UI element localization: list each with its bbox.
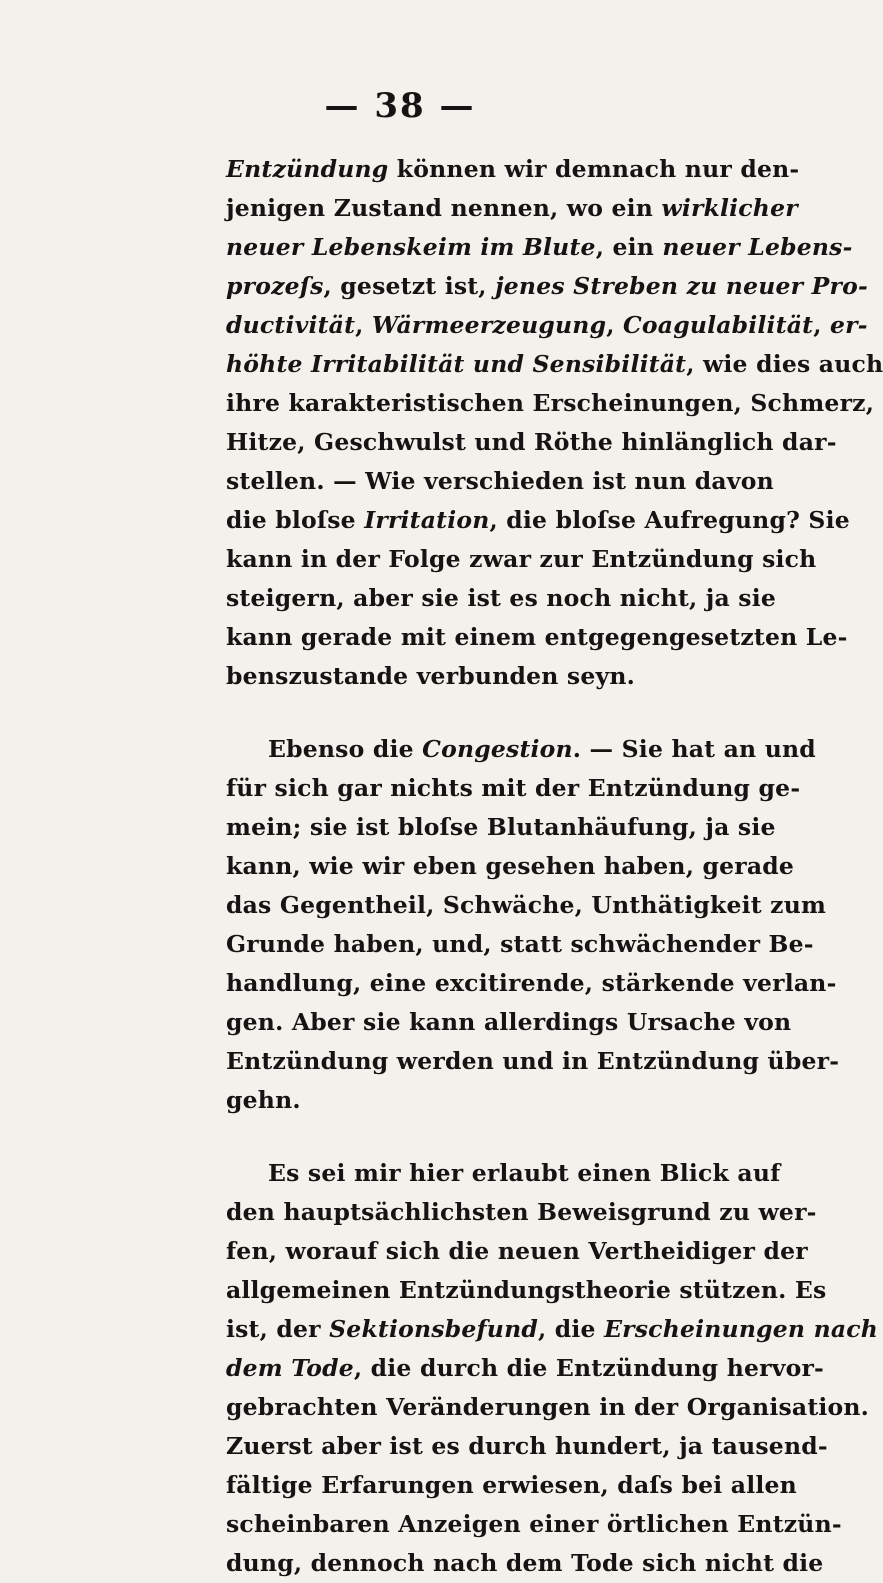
italic-segment: jenes Streben zu neuer Pro- [495,272,868,300]
text-segment: für sich gar nichts mit der Entzündung ge- [226,774,801,802]
text-segment: können wir demnach nur den- [388,155,800,183]
text-line [226,1271,827,1310]
paragraph [226,730,840,1120]
text-segment: das Gegentheil, Schwäche, Unthätigkeit zum [226,891,827,919]
text-line [226,306,868,345]
text-line [226,462,774,501]
italic-segment: Coagulabilität [623,311,814,339]
text-segment: , [813,311,830,339]
italic-segment: neuer Lebenskeim im Blute [226,233,596,261]
text-line [226,579,776,618]
text-line [226,1193,817,1232]
text-line [226,189,798,228]
text-line [226,1003,792,1042]
body-text [226,150,883,1583]
text-line [226,1466,797,1505]
text-line [226,730,816,769]
text-line [226,1232,808,1271]
text-line [226,1544,824,1583]
text-segment: handlung, eine excitirende, stärkende verlan- [226,969,837,997]
text-line [226,228,853,267]
text-segment: , wie dies auch [686,350,883,378]
paragraph-gap [226,696,746,730]
text-segment: , die [538,1315,605,1343]
italic-segment: neuer Lebens- [662,233,853,261]
text-line [226,1349,824,1388]
italic-segment: Sektionsbefund [329,1315,538,1343]
italic-segment: Erscheinungen nach [604,1315,879,1343]
text-segment: den hauptsächlichsten Beweisgrund zu wer- [226,1198,817,1226]
text-segment: Es sei mir hier erlaubt einen Blick auf [268,1159,781,1187]
italic-segment: ductivität [226,311,356,339]
paragraph [226,1154,879,1583]
paragraph [226,150,883,696]
text-segment: , ein [595,233,663,261]
text-line [226,964,837,1003]
text-line [226,1310,879,1349]
text-segment: kann, wie wir eben gesehen haben, gerade [226,852,795,880]
text-line [226,925,814,964]
text-line [226,423,837,462]
text-segment: Grunde haben, und, statt schwächender Be- [226,930,814,958]
text-line [226,150,800,189]
text-segment: , [606,311,623,339]
text-segment: . — Sie hat an und [572,735,816,763]
text-segment: kann gerade mit einem entgegengesetzten Le- [226,623,848,651]
text-segment: stellen. — Wie verschieden ist nun davon [226,467,774,495]
text-line [226,384,875,423]
text-segment: die bloſse [226,506,365,534]
italic-segment: Wärmeerzeugung [371,311,607,339]
text-segment: dung, dennoch nach dem Tode sich nicht die [226,1549,824,1577]
text-line [226,1427,828,1466]
text-line [226,886,827,925]
text-segment: allgemeinen Entzündungstheorie stützen. Es [226,1276,827,1304]
text-line [226,1081,746,1120]
italic-segment: Irritation [364,506,490,534]
text-line [226,267,868,306]
text-segment: gehn. [226,1086,301,1114]
text-segment: ihre karakteristischen Erscheinungen, Schmerz, [226,389,875,417]
text-segment: fältige Erfarungen erwiesen, daſs bei allen [226,1471,797,1499]
text-segment: , gesetzt ist, [323,272,496,300]
text-line [226,618,848,657]
text-line [226,769,801,808]
text-segment: Zuerst aber ist es durch hundert, ja tausend- [226,1432,828,1460]
text-line [226,657,746,696]
text-segment: Hitze, Geschwulst und Röthe hinlänglich dar- [226,428,837,456]
text-segment: , [355,311,372,339]
text-line [226,808,776,847]
text-line [226,501,850,540]
text-line [226,1042,840,1081]
italic-segment: Congestion [422,735,573,763]
italic-segment: dem Tode [226,1354,354,1382]
text-segment: , die bloſse Aufregung? Sie [489,506,850,534]
text-segment: benszustande verbunden seyn. [226,662,636,690]
text-segment: jenigen Zustand nennen, wo ein [226,194,662,222]
text-line [226,1505,842,1544]
page-number: — 38 — [324,86,476,126]
paragraph-gap [226,1120,746,1154]
text-line [226,1154,781,1193]
text-segment: kann in der Folge zwar zur Entzündung sich [226,545,817,573]
text-segment: , die durch die Entzündung hervor- [353,1354,824,1382]
text-line [226,847,795,886]
text-segment: fen, worauf sich die neuen Vertheidiger der [226,1237,808,1265]
text-line [226,345,883,384]
text-segment: mein; sie ist bloſse Blutanhäufung, ja sie [226,813,776,841]
text-segment: Ebenso die [268,735,423,763]
italic-segment: Entzündung [226,155,389,183]
text-line [226,1388,870,1427]
text-segment: scheinbaren Anzeigen einer örtlichen Entzün- [226,1510,842,1538]
text-segment: gebrachten Veränderungen in der Organisation. [226,1393,870,1421]
italic-segment: er- [830,311,868,339]
text-line [226,540,817,579]
text-segment: steigern, aber sie ist es noch nicht, ja sie [226,584,776,612]
text-segment: ist, der [226,1315,330,1343]
italic-segment: prozeſs [226,272,324,300]
italic-segment: wirklicher [661,194,798,222]
text-segment: gen. Aber sie kann allerdings Ursache von [226,1008,792,1036]
italic-segment: höhte Irritabilität und Sensibilität [226,350,687,378]
text-segment: Entzündung werden und in Entzündung über- [226,1047,840,1075]
